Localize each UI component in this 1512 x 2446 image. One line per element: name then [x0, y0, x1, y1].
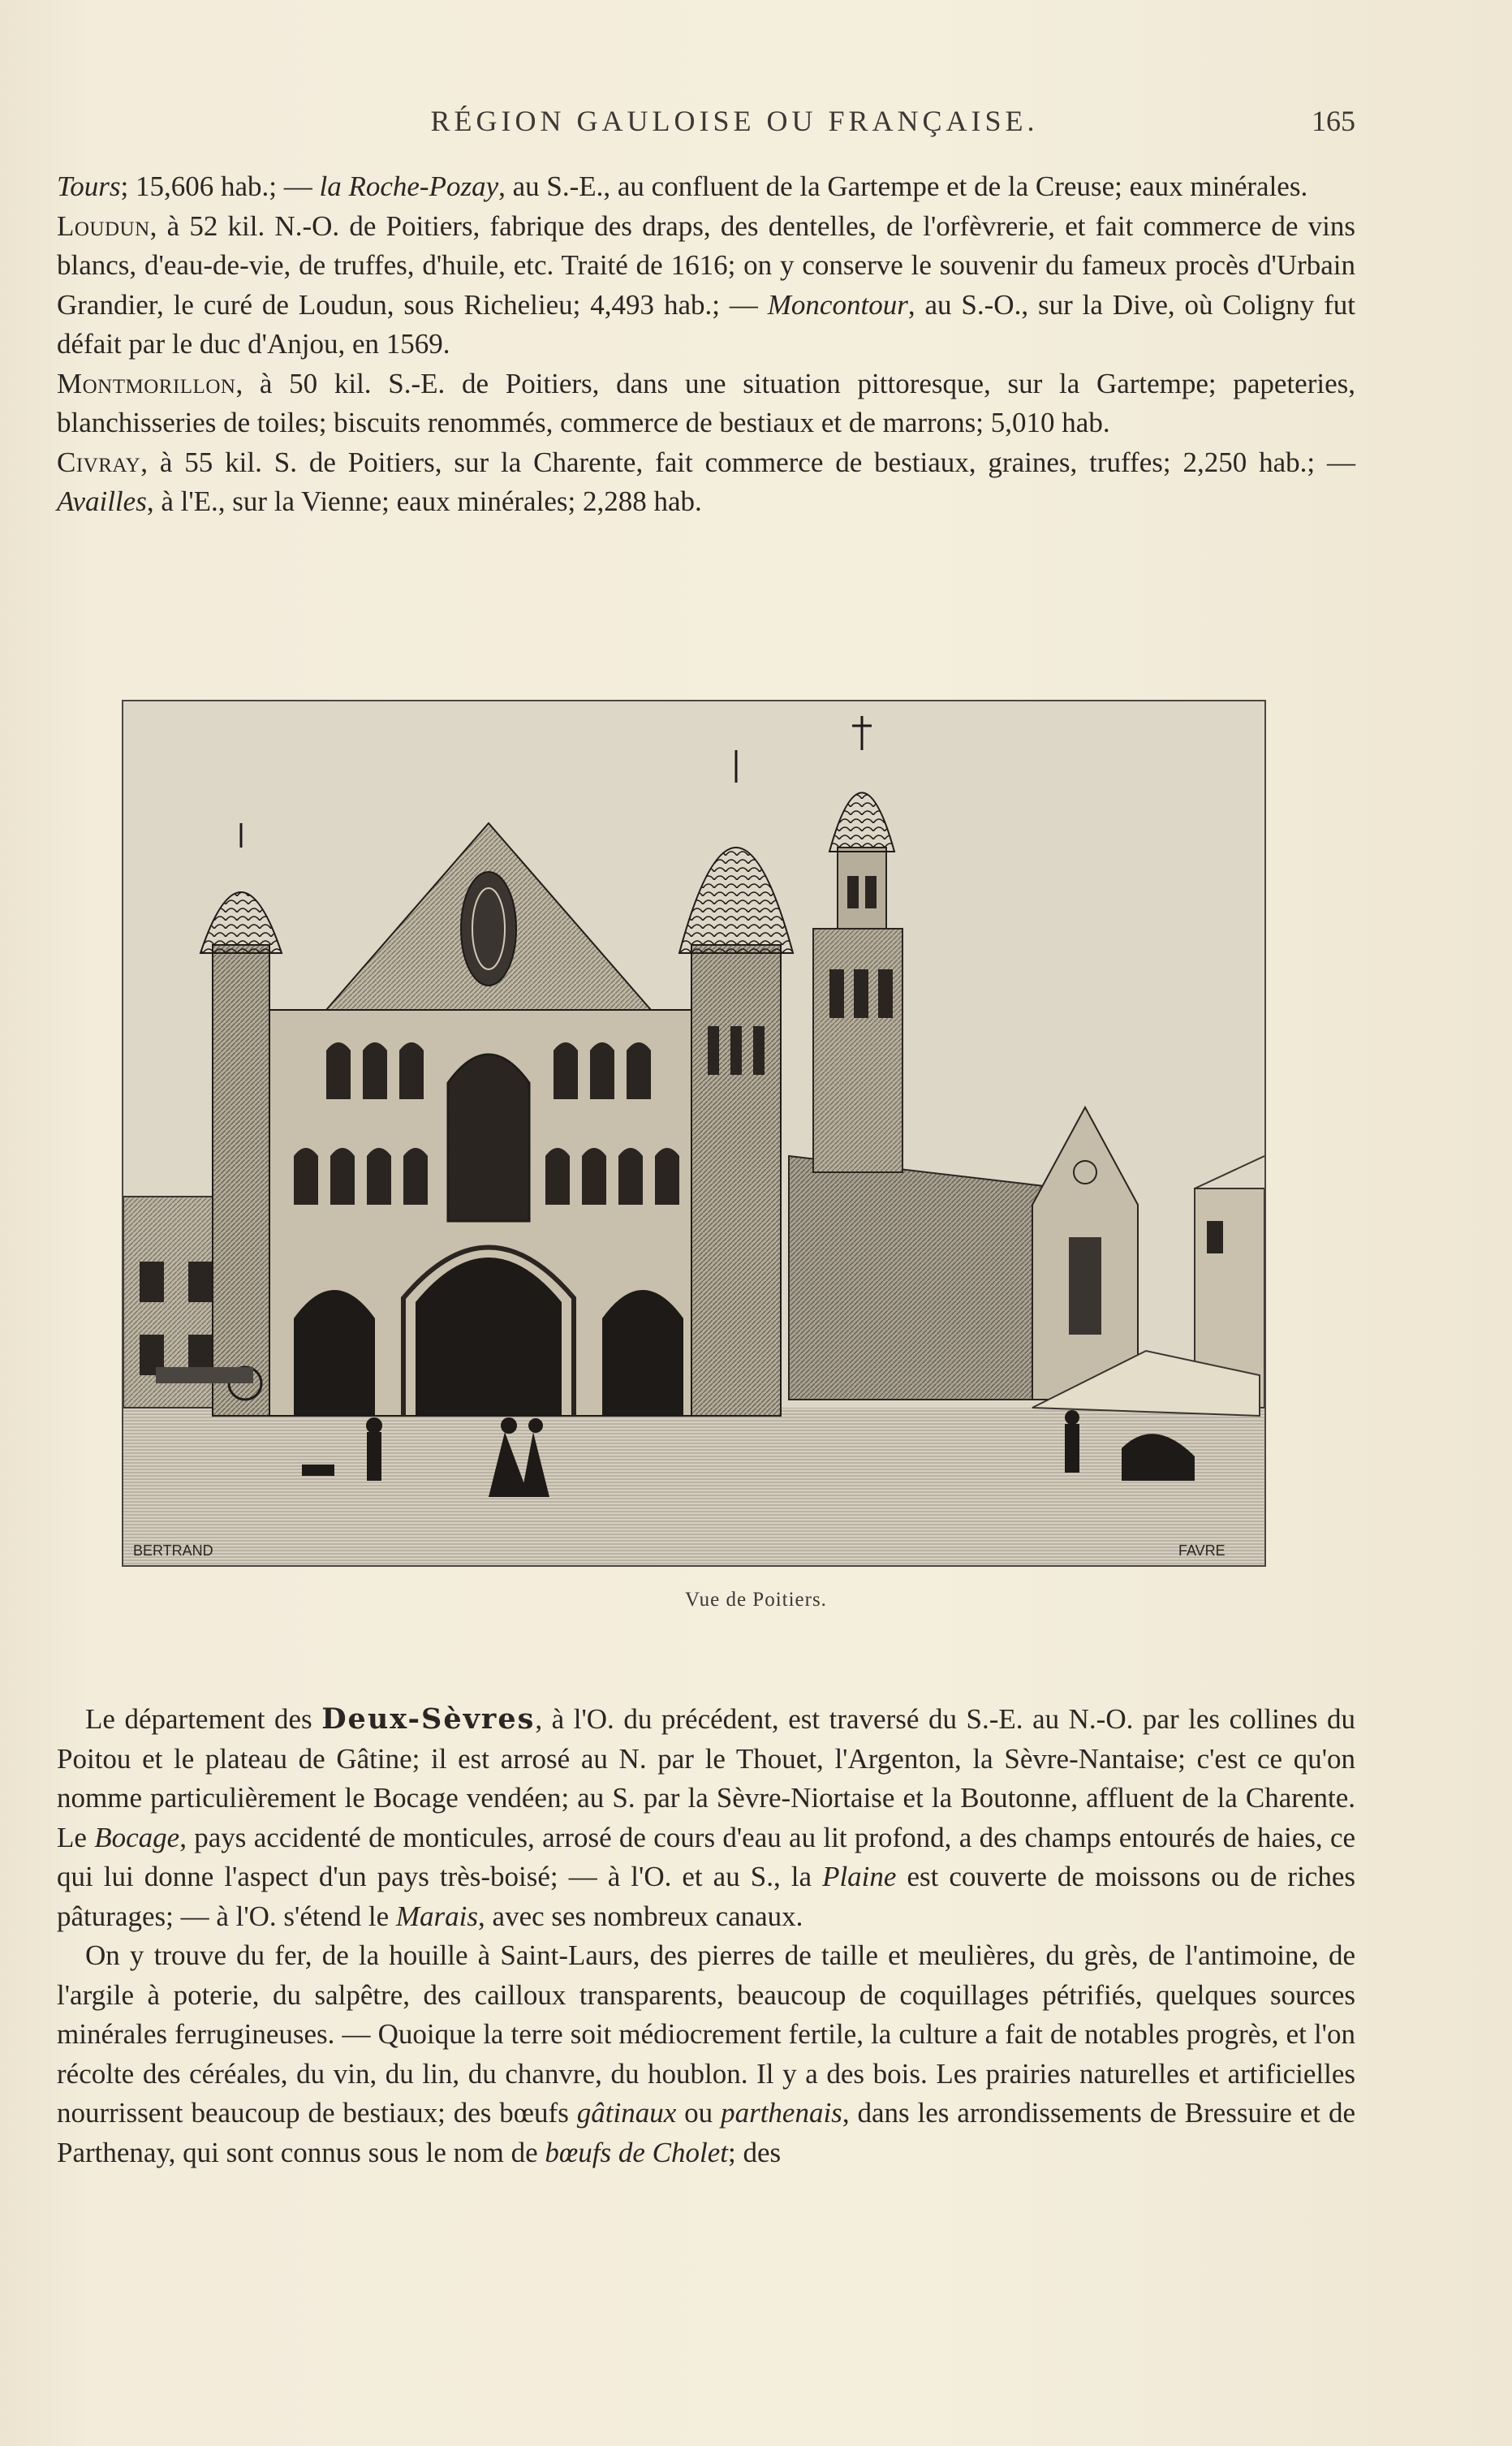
engraver-signature-right: FAVRE [1178, 1542, 1226, 1559]
paragraph-tours [57, 167, 1355, 207]
region-name: Plaine [822, 1861, 897, 1892]
place-name: Moncontour [767, 288, 908, 321]
page-header [114, 104, 1355, 153]
text-run: Le département des [85, 1703, 322, 1735]
text-run: ou [676, 2097, 722, 2129]
paragraph-resources [57, 1936, 1355, 2172]
text-run: , à 52 kil. N.-O. de Poitiers, fabrique des draps, des dentelles, de l'orfèvrerie, et fait commerce de vins blancs, d'eau-de-vie, de truffes, d'huile, etc. Traité de 1616; on y conserve le souvenir du fameux procès d'Urbain Grandier, le curé de Loudun, sous Richelieu; 4,493 hab.; — [57, 209, 1355, 321]
bottom-text-block [57, 1700, 1355, 2172]
text-run: , au S.-O., sur la Dive, où Coligny fut défait par le duc d'Anjou, en 1569. [57, 288, 1355, 360]
text-run: ; 15,606 hab.; — [120, 170, 320, 202]
text-run: , au S.-E., au confluent de la Gartempe et de la Creuse; eaux minérales. [498, 170, 1308, 202]
church-engraving [123, 701, 1264, 1565]
engraving-illustration [122, 700, 1266, 1567]
paragraph-deux-sevres [57, 1700, 1355, 1936]
breed-name: parthenais [721, 2097, 842, 2129]
text-run: , dans les arrondissements de Bressuire et de Parthenay, qui sont connus sous le nom de [57, 2097, 1355, 2168]
text-run: , à l'O. du précédent, est traversé du S.-E. au N.-O. par les collines du Poitou et le plateau de Gâtine; il est arrosé au N. par le Thouet, l'Argenton, la Sèvre-Nantaise; c'est ce qu'on nomme particulièrement le Bocage vendéen; au S. par la Sèvre-Niortaise et la Boutonne, affluent de la Charente. Le [57, 1703, 1355, 1853]
region-name: Bocage [94, 1821, 180, 1853]
breed-name: bœufs de Cholet [545, 2136, 728, 2168]
text-run: On y trouve du fer, de la houille à Saint-Laurs, des pierres de taille et meulières, du grès, de l'antimoine, de l'argile à poterie, du salpêtre, des cailloux transparents, beaucoup de coquillages pétrifiés, quelques sources minérales ferrugineuses. — Quoique la terre soit médiocrement fertile, la culture a fait de notables progrès, et l'on récolte des céréales, du vin, du lin, du chanvre, du houblon. Il y a des bois. Les prairies naturelles et artificielles nourrissent beaucoup de bestiaux; des bœufs [57, 1939, 1355, 2129]
place-name: Availles [57, 485, 147, 517]
region-name: Marais [395, 1900, 479, 1932]
town-name: Loudun [57, 209, 150, 242]
text-run: , avec ses nombreux canaux. [478, 1900, 803, 1932]
text-run: , à l'E., sur la Vienne; eaux minérales; 2,288 hab. [146, 485, 702, 517]
top-text-block [57, 167, 1355, 522]
place-name: Tours [57, 170, 121, 202]
text-run: , à 50 kil. S.-E. de Poitiers, dans une situation pittoresque, sur la Gartempe; papeteries, blanchisseries de toiles; biscuits renommés, commerce de bestiaux et de marrons; 5,010 hab. [57, 367, 1355, 438]
text-run: ; des [727, 2136, 782, 2168]
text-run: , pays accidenté de monticules, arrosé de cours d'eau au lit profond, a des champs entourés de haies, ce qui lui donne l'aspect d'un pays très-boisé; — à l'O. et au S., la [57, 1821, 1356, 1892]
paragraph-loudun [57, 207, 1355, 365]
town-name: Civray [57, 446, 141, 478]
breed-name: gâtinaux [576, 2097, 677, 2129]
engraver-signature-left: BERTRAND [133, 1542, 213, 1559]
place-name: la Roche-Pozay [319, 170, 499, 202]
figure-caption: Vue de Poitiers. [685, 1589, 827, 1611]
text-run: , à 55 kil. S. de Poitiers, sur la Charente, fait commerce de bestiaux, graines, truffes; 2,250 hab.; — [140, 446, 1355, 478]
text-run: est couverte de moissons ou de riches pâturages; — à l'O. s'étend le [57, 1861, 1355, 1932]
running-title: RÉGION GAULOISE OU FRANÇAISE. [430, 105, 1039, 137]
paragraph-civray [57, 443, 1355, 522]
page-number: 165 [1312, 105, 1355, 137]
paragraph-montmorillon [57, 365, 1355, 443]
department-name: Deux-Sèvres [321, 1702, 536, 1736]
town-name: Montmorillon [57, 367, 236, 399]
